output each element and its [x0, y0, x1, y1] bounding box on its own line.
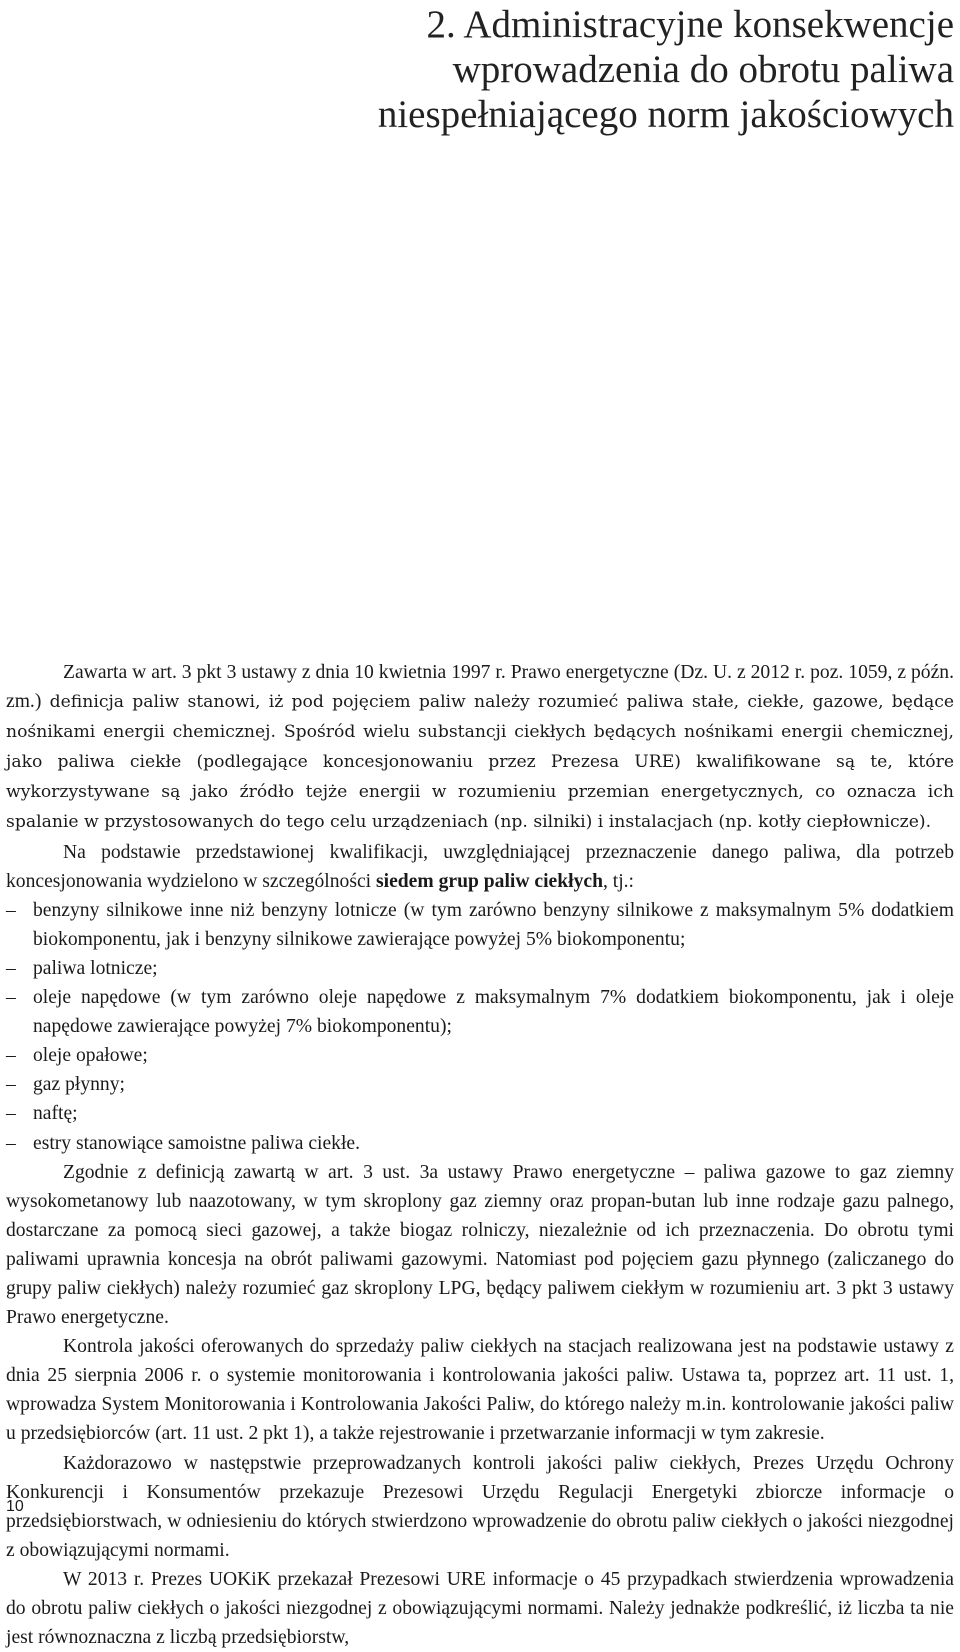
list-item: – benzyny silnikowe inne niż benzyny lotnicze (w tym zarówno benzyny silnikowe z maksymalnym 5% dodatkiem biokomponentu, jak i benzyny silnikowe zawierające powyżej 5% biokomponentu; [6, 896, 954, 954]
paragraph-2013-cases: W 2013 r. Prezes UOKiK przekazał Prezesowi URE informacje o 45 przypadkach stwierdzenia wprowadzenia do obrotu paliw ciekłych o jakości niezgodnej z obowiązującymi normami. Należy jednakże podkreślić, iż liczba ta nie jest równoznaczna z liczbą przedsiębiorstw, [6, 1568, 954, 1649]
paragraph-2-part-2: , tj.: [602, 870, 634, 892]
page-number: 10 [6, 1498, 24, 1515]
paragraph-2-part-1: Na podstawie przedstawionej kwalifikacji, uwzględniającej przeznaczenie danego paliwa, dla potrzeb koncesjonowania wydzielono w szczególności [6, 841, 954, 892]
list-item: – naftę; [6, 1099, 954, 1128]
list-item: – gaz płynny; [6, 1070, 954, 1099]
paragraph-quality-control: Kontrola jakości oferowanych do sprzedaży paliw ciekłych na stacjach realizowana jest na podstawie ustawy z dnia 25 sierpnia 2006 r. o systemie monitorowania i kontrolowania jakości paliw. Ustawa ta, poprzez art. 11 ust. 1, wprowadza System Monitorowania i Kontrolowania Jakości Paliw, do którego należy m.in. kontrolowanie jakości paliw u przedsiębiorców (art. 11 ust. 2 pkt 1), a także rejestrowanie i przetwarzanie informacji w tym zakresie. [6, 1336, 954, 1445]
fuel-groups-list [6, 896, 954, 1158]
paragraph-2-bold: siedem grup paliw ciekłych [376, 870, 603, 892]
list-item: – oleje opałowe; [6, 1041, 954, 1070]
paragraph-liquid-fuel-groups [6, 838, 954, 896]
heading-line-1: 2. Administracyjne konsekwencje [426, 3, 954, 46]
paragraph-1-part-3: Spośród wielu substancji ciekłych będących nośnikami energii chemicznej, jako paliwa ciekłe (podlegające koncesjonowaniu przez Prezesa URE) kwalifikowane są te, które wykorzystywane są jako źródło tejże energii w rozumieniu przemian energetycznych, co oznacza ich spalanie w przystosowanych do tego celu urządzeniach (np. silniki) i instalacjach (np. kotły ciepłownicze). [6, 722, 954, 833]
heading-line-3: niespełniającego norm jakościowych [377, 93, 954, 136]
chapter-heading [234, 2, 954, 137]
paragraph-gaseous-fuels: Zgodnie z definicją zawartą w art. 3 ust. 3a ustawy Prawo energetyczne – paliwa gazowe to gaz ziemny wysokometanowy lub naazotowany, w tym skroplony gaz ziemny oraz propan-butan lub inne rodzaje gazu palnego, dostarczane za pomocą sieci gazowej, a także biogaz rolniczy, niezależnie od ich przeznaczenia. Do obrotu tymi paliwami uprawnia koncesja na obrót paliwami gazowymi. Natomiast pod pojęciem gazu płynnego (zaliczanego do grupy paliw ciekłych) należy rozumieć gaz skroplony LPG, będący paliwem ciekłym w rozumieniu art. 3 pkt 3 ustawy Prawo energetyczne. [6, 1161, 954, 1329]
paragraph-fuel-definition [6, 658, 954, 838]
list-item: – oleje napędowe (w tym zarówno oleje napędowe z maksymalnym 7% dodatkiem biokomponentu, jak i oleje napędowe zawierające powyżej 7% biokomponentu); [6, 983, 954, 1041]
heading-line-2: wprowadzenia do obrotu paliwa [452, 48, 954, 91]
list-item: – paliwa lotnicze; [6, 954, 954, 983]
paragraph-uokik-reports: Każdorazowo w następstwie przeprowadzanych kontroli jakości paliw ciekłych, Prezes Urzędu Ochrony Konkurencji i Konsumentów przekazuje Prezesowi Urzędu Regulacji Energetyki zbiorcze informacje o przedsiębiorstwach, w odniesieniu do których stwierdzono wprowadzenie do obrotu paliw ciekłych o jakości niezgodnej z obowiązującymi normami. [6, 1452, 954, 1561]
body-text [6, 658, 954, 1652]
list-item: – estry stanowiące samoistne paliwa ciekłe. [6, 1129, 954, 1158]
paragraph-1-part-1: Zawarta w art. 3 pkt 3 ustawy z dnia 10 kwietnia 1997 r. Prawo energetyczne (Dz. U. z 2012 r. poz. 1059, z późn. zm.) [6, 662, 954, 713]
paragraph-1-part-2: definicja paliw stanowi, iż pod pojęciem paliw należy rozumieć paliwa stałe, ciekłe, gazowe, będące nośnikami energii chemicznej. [6, 692, 954, 743]
